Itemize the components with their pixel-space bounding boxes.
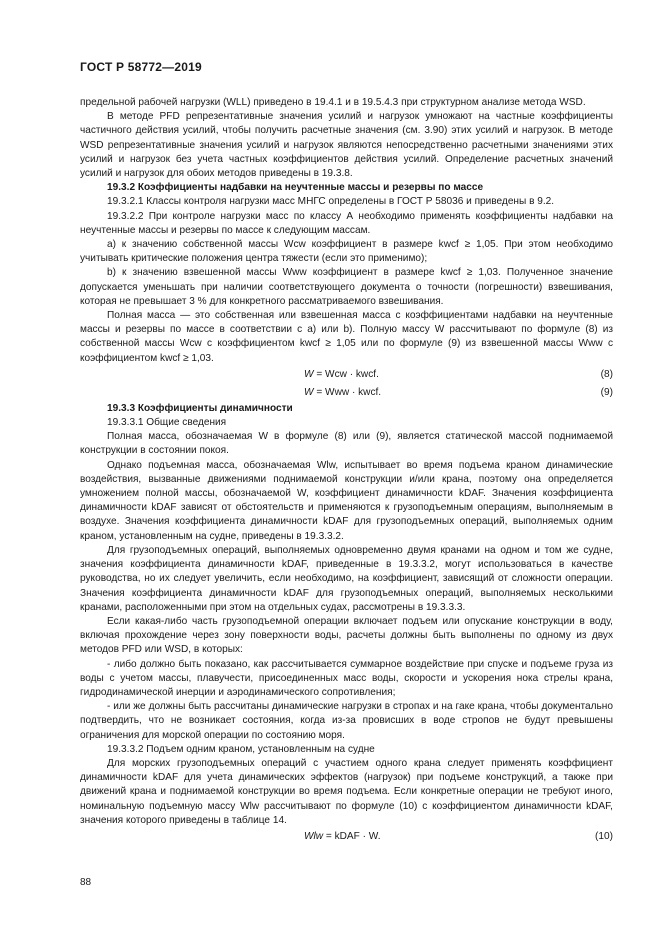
formula-expression: W = Www · kwcf. bbox=[304, 386, 382, 398]
formula-number: (9) bbox=[600, 386, 613, 398]
formula-expression: W = Wcw · kwcf. bbox=[304, 368, 379, 380]
formula-expression: Wlw = kDAF · W. bbox=[304, 830, 381, 842]
formula-10 bbox=[80, 828, 613, 846]
list-item: а) к значению собственной массы Wcw коэффициент в размере kwcf ≥ 1,05. При этом необходимо учитывать критические положения центра тяжести (если это применимо); bbox=[80, 239, 613, 265]
paragraph: Для морских грузоподъемных операций с участием одного крана следует применять коэффициент динамичности kDAF для учета динамических эффектов (нагрузок) при подъеме конструкций, а также при движений крана и поднимаемой конструкции во время подъема. Если конкретные операции не требуют иного, номинальную подъемную массу Wlw рассчитывают по формуле (10) с коэффициентом динамичности kDAF, значения которого приведены в таблице 14. bbox=[80, 757, 613, 826]
document-header: ГОСТ Р 58772—2019 bbox=[80, 60, 202, 74]
formula-number: (10) bbox=[595, 830, 613, 842]
paragraph: Если какая-либо часть грузоподъемной операции включает подъем или опускание конструкции в воду, включая прохождение через зону поверхности воды, расчеты должны быть выполнены по одному из двух методов PFD или WSD, в которых: bbox=[80, 615, 613, 656]
paragraph: В методе PFD репрезентативные значения усилий и нагрузок умножают на частные коэффициенты частичного действия усилий, чтобы получить расчетные значения (см. 3.90) этих усилий и нагрузок. В методе WSD репрезентативные значения усилий и нагрузок являются непосредственно расчетными значениями этих усилий и нагрузок без учета частных коэффициентов действия усилий. Определение расчетных значений усилий и нагрузок для обоих методов приведены в 19.3.8. bbox=[80, 111, 613, 180]
paragraph: 19.3.2.2 При контроле нагрузки масс по классу А необходимо применять коэффициенты надбавки на неучтенные массы и резервы по массе к следующим массам. bbox=[80, 210, 613, 236]
section-heading: 19.3.3 Коэффициенты динамичности bbox=[107, 402, 293, 414]
subsection-heading: 19.3.3.2 Подъем одним краном, установленным на судне bbox=[107, 743, 375, 755]
paragraph: предельной рабочей нагрузки (WLL) приведено в 19.4.1 и в 19.5.4.3 при структурном анализе метода WSD. bbox=[80, 97, 586, 108]
formula-9 bbox=[80, 384, 613, 402]
paragraph: Полная масса — это собственная или взвешенная масса с коэффициентами надбавки на неучтенные массы и резервы по массе в соответствии с а) или b). Полную массу W рассчитывают по формуле (8) из собственной массы Wcw с коэффициентом kwcf ≥ 1,05 или по формуле (9) из взвешенной массы Www с коэффициентом kwcf ≥ 1,03. bbox=[80, 310, 613, 364]
list-item: b) к значению взвешенной массы Www коэффициент в размере kwcf ≥ 1,03. Полученное значение допускается уменьшать при наличии соответствующего документа о точности (погрешности) взвешивания, которая не превышает 3 % для конкретного рассматриваемого взвешивания. bbox=[80, 267, 613, 307]
page-body bbox=[80, 96, 613, 846]
list-item: - или же должны быть рассчитаны динамические нагрузки в стропах и на гаке крана, чтобы документально подтвердить, что не возникает состояния, когда из-за провисших в воде стропов не будут превышены ограничения для морской операции по состоянию моря. bbox=[80, 701, 613, 741]
paragraph: Полная масса, обозначаемая W в формуле (8) или (9), является статической массой поднимаемой конструкции в состоянии покоя. bbox=[80, 431, 613, 457]
paragraph: Для грузоподъемных операций, выполняемых одновременно двумя кранами на одном и том же судне, значения коэффициента динамичности kDAF, приведенные в 19.3.3.2, могут использоваться в качестве руководства, но их следует увеличить, если необходимо, на коэффициент, зависящий от сложности операции. Значения коэффициента динамичности kDAF для грузоподъемных операций, выполняемых несколькими кранами, расположенными при этом на отдельных судах, рассмотрены в 19.3.3.3. bbox=[80, 544, 613, 613]
formula-8 bbox=[80, 366, 613, 384]
subsection-heading: 19.3.3.1 Общие сведения bbox=[107, 417, 227, 429]
section-heading: 19.3.2 Коэффициенты надбавки на неучтенные массы и резервы по массе bbox=[107, 182, 484, 194]
formula-number: (8) bbox=[600, 368, 613, 380]
page-number: 88 bbox=[80, 877, 92, 888]
paragraph: Однако подъемная масса, обозначаемая Wlw, испытывает во время подъема краном динамические воздействия, вызванные движениями поднимаемой конструкции и/или крана, поэтому она определяется умножением полной массы, обозначаемой W, коэффициент динамичности kDAF. Значения коэффициента динамичности kDAF зависят от обстоятельств и применяются к грузоподъемным операциям, выполняемым в воздухе. Значения коэффициента динамичности kDAF для грузоподъемных операций, выполняемых одним краном, установленным на судне, приведены в 19.3.3.2. bbox=[80, 459, 613, 542]
paragraph: 19.3.2.1 Классы контроля нагрузки масс МНГС определены в ГОСТ Р 58036 и приведены в 9.2. bbox=[107, 196, 555, 208]
list-item: - либо должно быть показано, как рассчитывается суммарное воздействие при спуске и подъеме груза из воды с учетом массы, плавучести, присоединенных масс воды, скорости и ускорения нока стрелы крана, гидродинамической инерции и аэродинамического сопротивления; bbox=[80, 658, 613, 698]
